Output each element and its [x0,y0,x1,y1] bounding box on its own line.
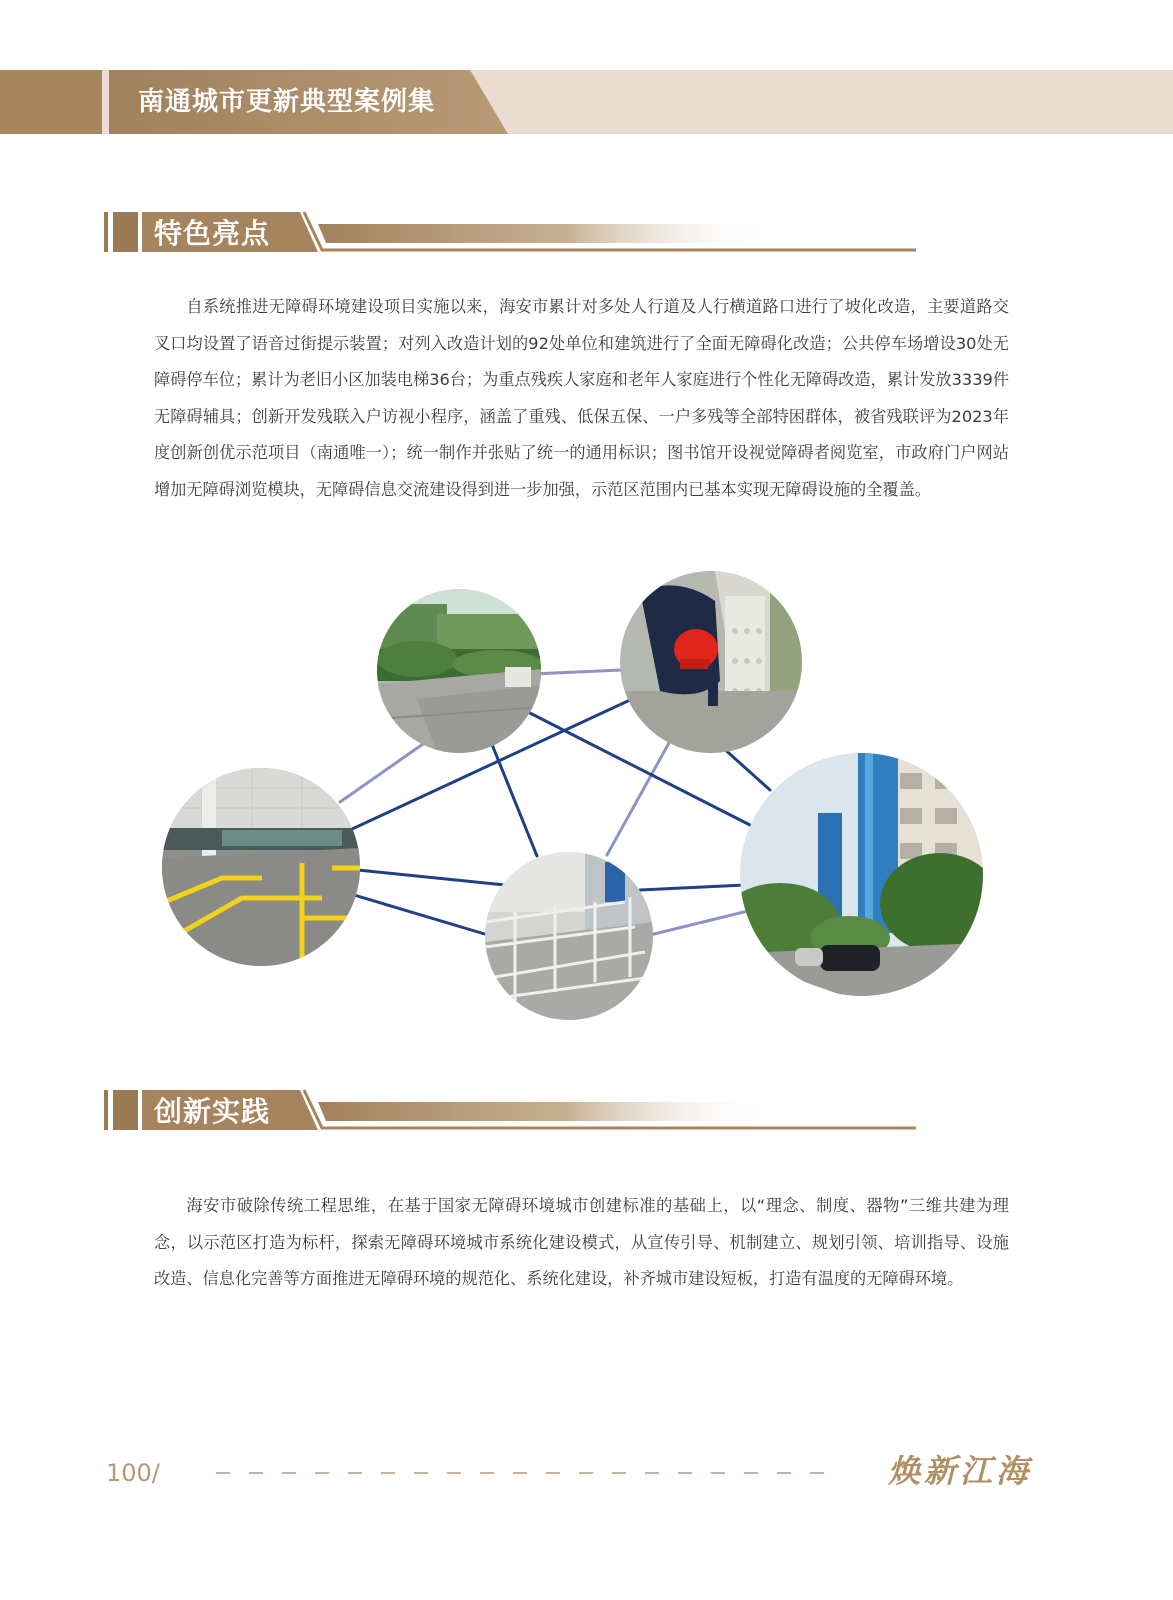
connector-line [358,870,505,885]
connector-line [640,885,745,890]
sidewalk-ramp-photo [377,589,541,753]
document-header [0,70,1173,134]
section-header-innovation [104,1088,924,1136]
connector-line [650,910,752,935]
highlights-paragraph: 自系统推进无障碍环境建设项目实施以来，海安市累计对多处人行道及人行横道路口进行了坡化改造，主要道路交叉口均设置了语音过街提示装置；对列入改造计划的92处单位和建筑进行了全面无障碍化改造；公共停车场增设30处无障碍停车位；累计为老旧小区加装电梯36台；为重点残疾人家庭和老年人家庭进行个性化无障碍改造，累计发放3339件无障碍辅具；创新开发残联入户访视小程序，涵盖了重残、低保五保、一户多残等全部特困群体，被省残联评为2023年度创新创优示范项目（南通唯一）；统一制作并张贴了统一的通用标识；图书馆开设视觉障碍者阅览室，市政府门户网站增加无障碍浏览模块，无障碍信息交流建设得到进一步加强，示范区范围内已基本实现无障碍设施的全覆盖。 [154,297,1009,499]
connector-line [532,670,622,674]
innovation-paragraph: 海安市破除传统工程思维，在基于国家无障碍环境城市创建标准的基础上，以“理念、制度、器物”三维共建为理念，以示范区打造为标杆，探索无障碍环境城市系统化建设模式，从宣传引导、机制建立、规划引领、培训指导、设施改造、信息化完善等方面推进无障碍环境的规范化、系统化建设，补齐城市建设短板，打造有温度的无障碍环境。 [154,1196,1009,1288]
elevator-retrofit-photo [740,753,983,996]
ramp-handrail-photo [485,852,653,1020]
section-title: 创新实践 [154,1095,271,1128]
connector-line [491,742,537,856]
photo-network [0,560,1173,1040]
connector-line [340,744,423,802]
connector-line [607,732,675,855]
section-title: 特色亮点 [154,217,271,250]
footer-dashed-rule [216,1472,828,1474]
tactile-paving-worker-photo [620,571,802,753]
page-number: 100/ [106,1459,160,1487]
header-title: 南通城市更新典型案例集 [138,87,436,117]
section-header-highlights [104,210,924,258]
accessible-parking-photo [162,768,360,966]
connector-line [354,895,488,935]
brand-calligraphy: 焕新江海 [888,1452,1033,1490]
